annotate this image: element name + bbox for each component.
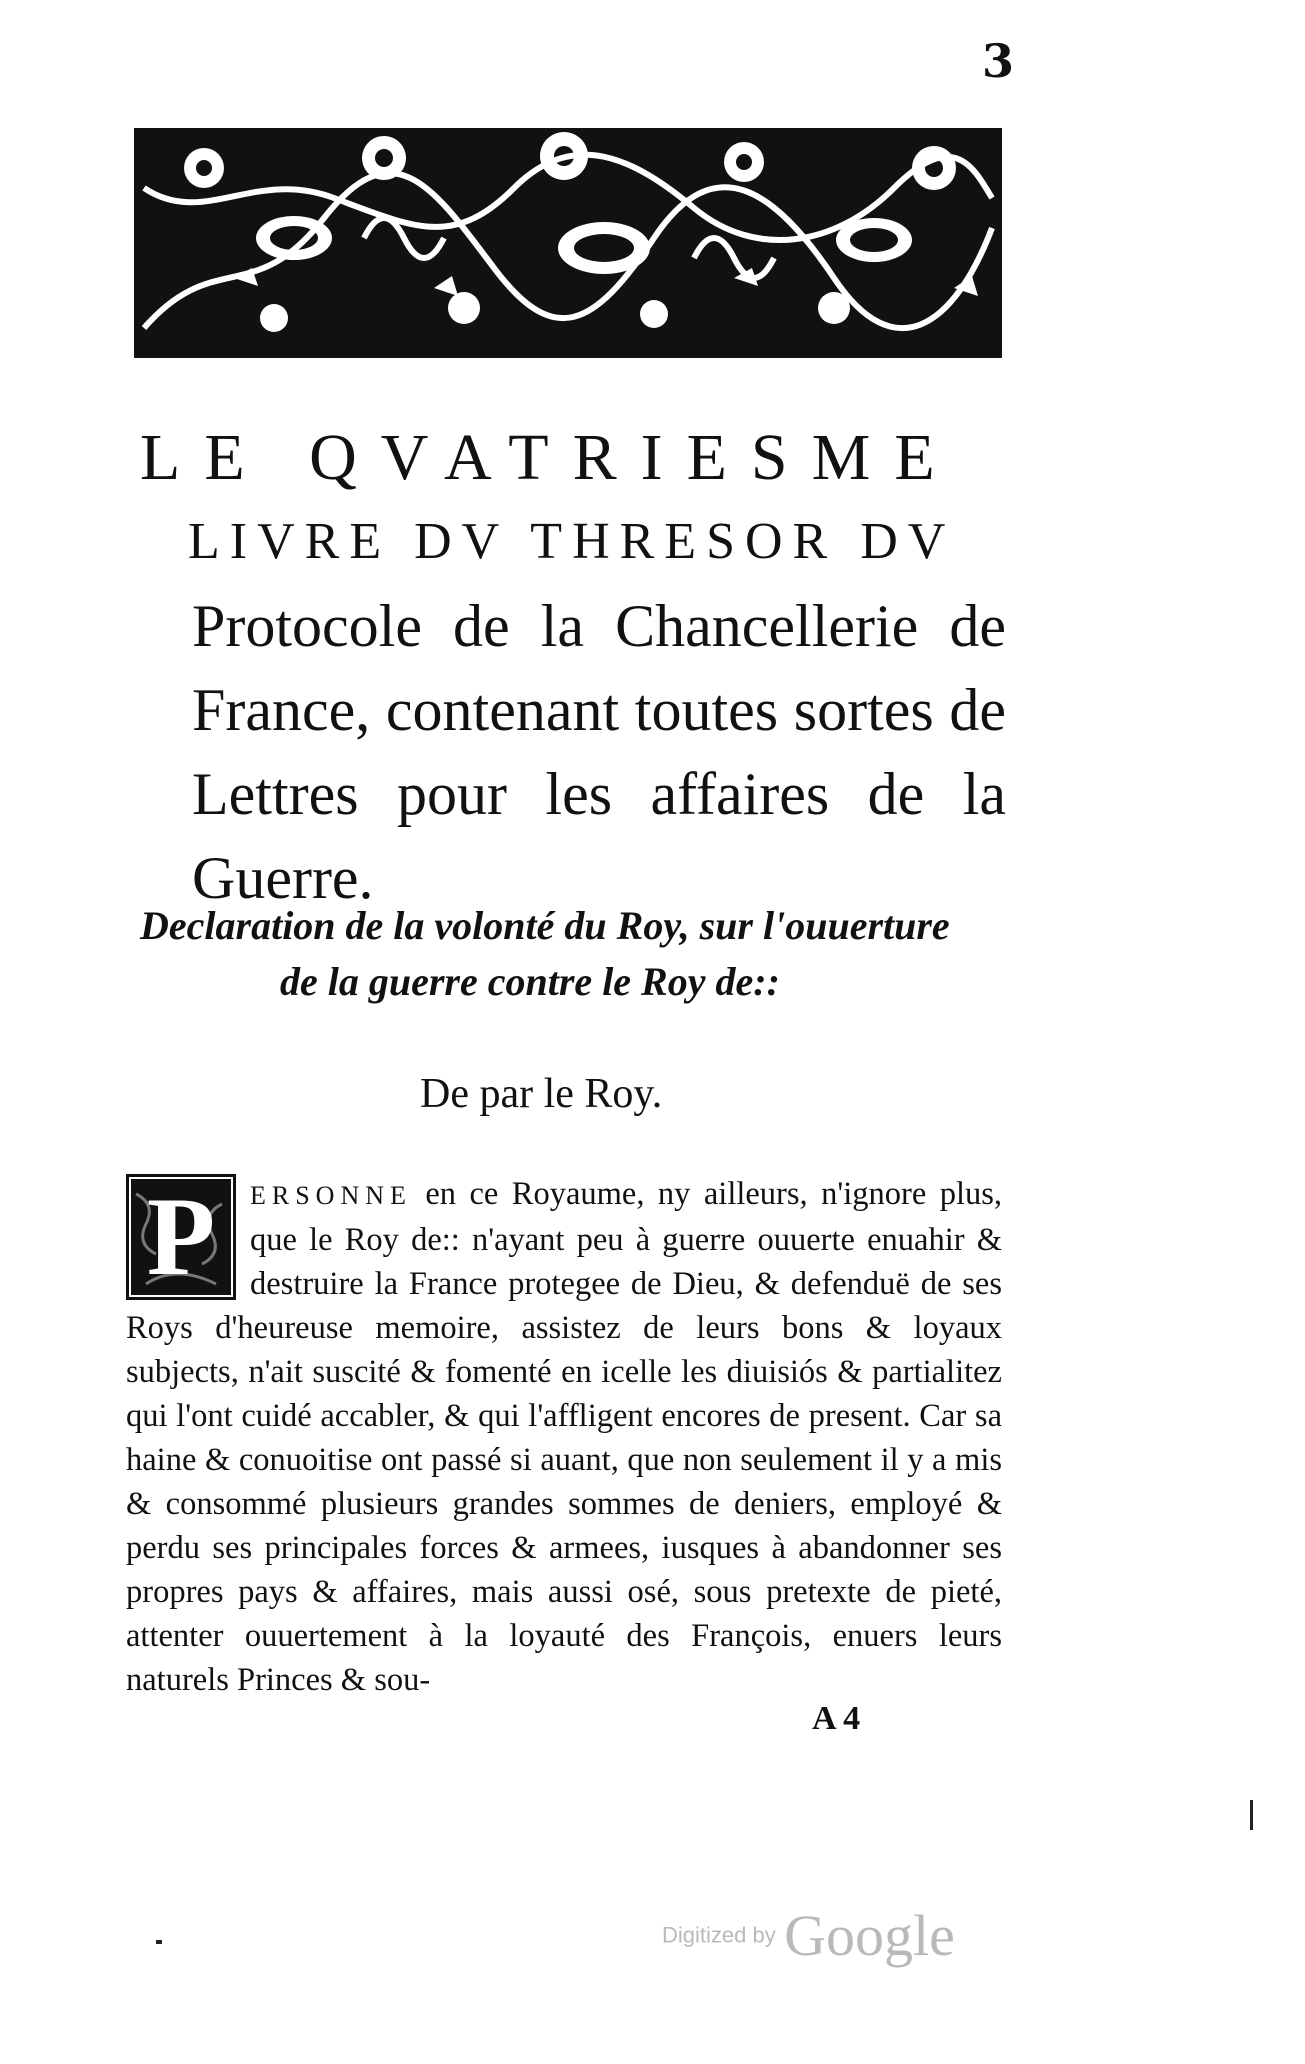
subheading-line-2: de la guerre contre le Roy de:: [280,959,780,1004]
body-paragraph [126,1172,1002,1702]
section-title: De par le Roy. [420,1071,663,1117]
page-number: 3 [982,34,1015,88]
heading-text: Protocole de la Chancellerie de France, contenant toutes sortes de Lettres pour les affaires de la Guerre. [192,593,1006,911]
body-text: en ce Royaume, ny ailleurs, n'ignore plus, que le Roy de:: n'ayant peu à guerre ouuerte enuahir & destruire la France protegee de Dieu, & defenduë de ses Roys d'heureuse memoire, assistez de leurs bons & loyaux subjects, n'ait suscité & fomenté en icelle les diuisiós & partialitez qui l'ont cuidé accabler, & qui l'affligent encores de present. Car sa haine & conuoitise ont passé si auant, que non seulement il y a mis & consommé plusieurs grandes sommes de deniers, employé & perdu ses principales forces & armees, iusques à abandonner ses propres pays & affaires, mais aussi osé, sous pretexte de pieté, attenter ouuertement à la loyauté des François, enuers leurs naturels Princes & sou- [126,1176,1002,1698]
decorative-headpiece-woodcut [134,128,1002,358]
signature-mark: A 4 [812,1700,861,1737]
chapter-heading [140,416,1006,920]
heading-line-1: LE QVATRIESME [140,421,959,494]
google-logo: Google [784,1903,955,1968]
edge-line-mark [1250,1800,1253,1830]
edge-dot-mark [156,1940,162,1944]
digitized-by-watermark [662,1902,955,1969]
subheading-line-1: Declaration de la volonté du Roy, sur l'ouuerture [140,903,950,948]
watermark-prefix: Digitized by [662,1922,776,1948]
decorated-drop-cap [126,1174,236,1300]
opening-word: ERSONNE [250,1181,412,1210]
section-subheading [140,898,1000,1010]
drop-cap-letter: P [146,1175,216,1299]
heading-line-2: LIVRE DV THRESOR DV [188,513,956,570]
